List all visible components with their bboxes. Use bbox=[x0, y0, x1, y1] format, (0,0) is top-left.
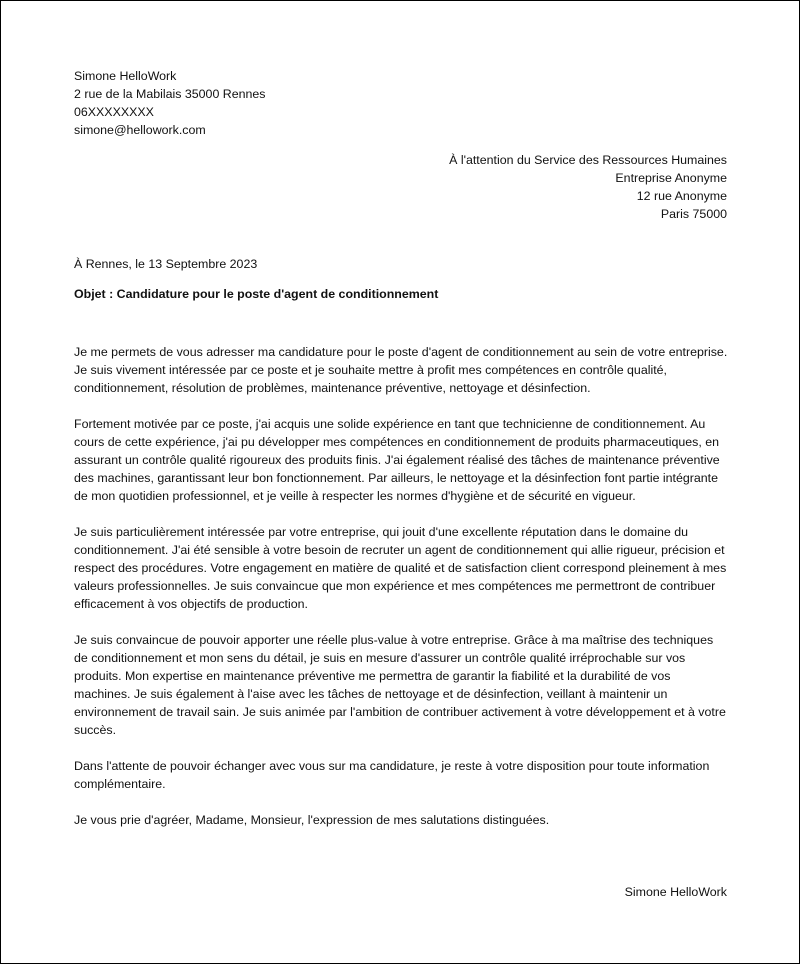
recipient-city: Paris 75000 bbox=[660, 207, 727, 221]
paragraph: Fortement motivée par ce poste, j'ai acquis une solide expérience en tant que technicienne de conditionnement. Au cours de cette expérience, j'ai pu développer mes compétences en conditionnement de produits pharmaceutiques, en assurant un contrôle qualité rigoureux des produits finis. J'ai également réalisé des tâches de maintenance préventive des machines, garantissant leur bon fonctionnement. Par ailleurs, le nettoyage et la désinfection font partie intégrante de mon quotidien professionnel, et je veille à respecter les normes d'hygiène et de sécurité en vigueur. bbox=[74, 417, 720, 503]
recipient-block bbox=[227, 151, 727, 223]
paragraph: Je vous prie d'agréer, Madame, Monsieur, l'expression de mes salutations distinguées. bbox=[74, 813, 550, 827]
signature: Simone HelloWork bbox=[624, 885, 727, 899]
letter-subject: Objet : Candidature pour le poste d'agent de conditionnement bbox=[74, 287, 439, 301]
sender-block bbox=[74, 67, 474, 139]
letter-body bbox=[74, 343, 730, 847]
paragraph: Dans l'attente de pouvoir échanger avec vous sur ma candidature, je reste à votre disposition pour toute information complémentaire. bbox=[74, 759, 710, 791]
recipient-street: 12 rue Anonyme bbox=[636, 189, 727, 203]
recipient-attention: À l'attention du Service des Ressources Humaines bbox=[449, 153, 727, 167]
letter-date: À Rennes, le 13 Septembre 2023 bbox=[74, 257, 258, 271]
sender-name: Simone HelloWork bbox=[74, 69, 177, 83]
sender-address: 2 rue de la Mabilais 35000 Rennes bbox=[74, 87, 266, 101]
paragraph: Je me permets de vous adresser ma candidature pour le poste d'agent de conditionnement au sein de votre entreprise. Je suis vivement intéressée par ce poste et je souhaite mettre à profit mes compétences en contrôle qualité, conditionnement, résolution de problèmes, maintenance préventive, nettoyage et désinfection. bbox=[74, 345, 728, 395]
paragraph: Je suis convaincue de pouvoir apporter une réelle plus-value à votre entreprise. Grâce à ma maîtrise des techniques de conditionnement et mon sens du détail, je suis en mesure d'assurer un contrôle qualité irréprochable sur vos produits. Mon expertise en maintenance préventive me permettra de garantir la fiabilité et la durabilité de vos machines. Je suis également à l'aise avec les tâches de nettoyage et de désinfection, veillant à maintenir un environnement de travail sain. Je suis animée par l'ambition de contribuer activement à votre développement et à votre succès. bbox=[74, 633, 726, 737]
sender-email: simone@hellowork.com bbox=[74, 123, 206, 137]
recipient-company: Entreprise Anonyme bbox=[615, 171, 727, 185]
paragraph: Je suis particulièrement intéressée par votre entreprise, qui jouit d'une excellente réputation dans le domaine du conditionnement. J'ai été sensible à votre besoin de recruter un agent de conditionnement qui allie rigueur, précision et respect des procédures. Votre engagement en matière de qualité et de satisfaction client correspond pleinement à mes valeurs professionnelles. Je suis convaincue que mon expérience et mes compétences me permettront de contribuer efficacement à vos objectifs de production. bbox=[74, 525, 727, 611]
sender-phone: 06XXXXXXXX bbox=[74, 105, 154, 119]
